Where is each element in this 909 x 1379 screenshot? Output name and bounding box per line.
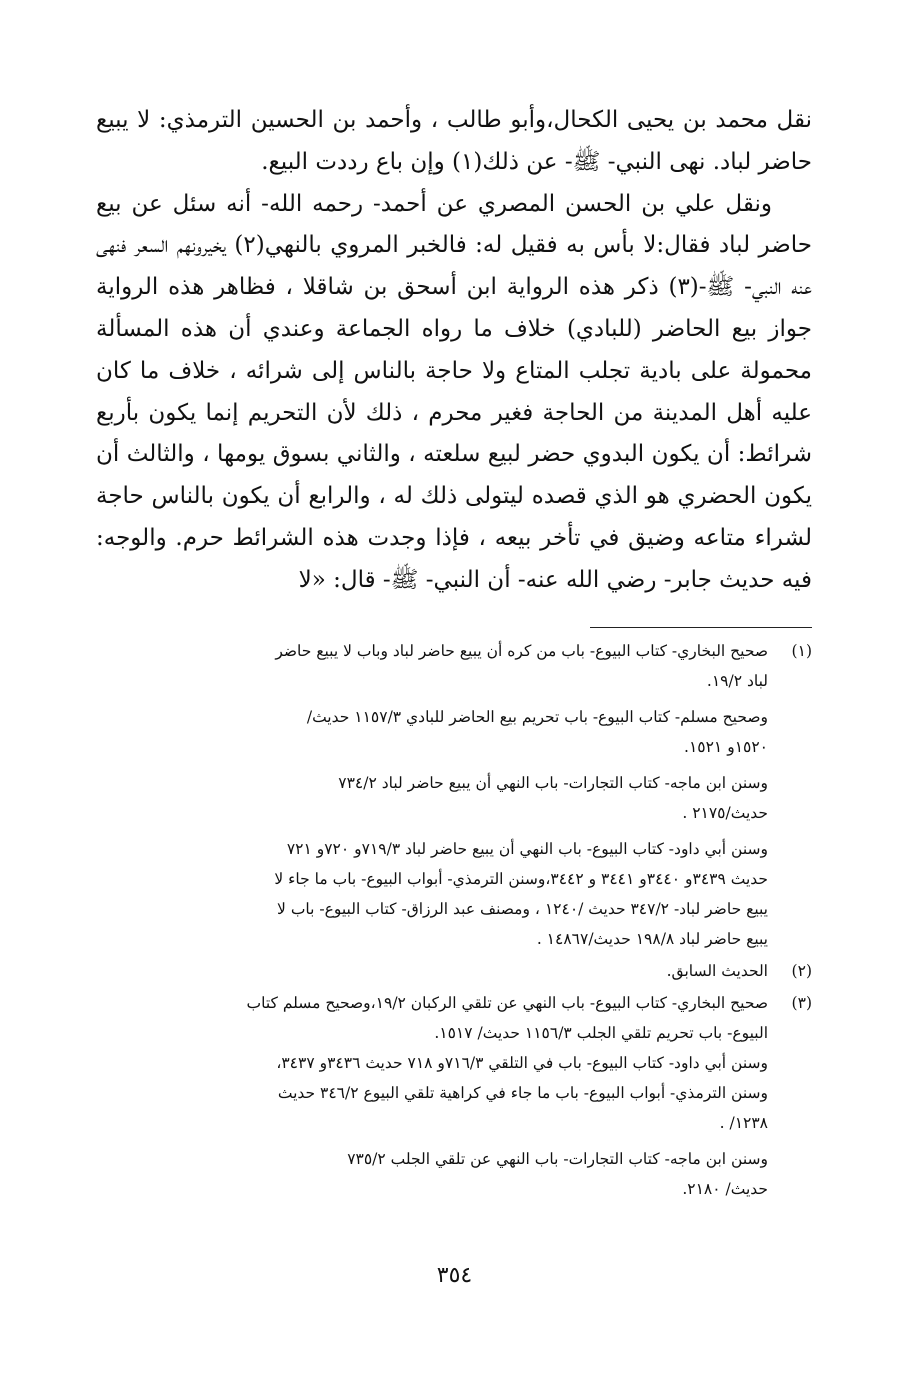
footnote-line: حديث ٣٤٣٩و ٣٤٤٠و ٣٤٤١ و ٣٤٤٢،وسنن الترمذي- أبواب البيوع- باب ما جاء لا bbox=[274, 870, 768, 888]
footnote-entry bbox=[96, 1048, 768, 1138]
paragraph: ونقل علي بن الحسن المصري عن أحمد- رحمه الله- أنه سئل عن بيع حاضر لباد فقال:لا بأس به فقيل له: فالخبر المروي بالنهي(٢) يخيرونهم السعر فنهى عنه النبي- ﷺ-(٣) ذكر هذه الرواية ابن أسحق بن شاقلا ، فظاهر هذه الرواية جواز بيع الحاضر (للبادي) خلاف ما رواه الجماعة وعندي أن هذه المسألة محمولة على بادية تجلب المتاع ولا حاجة بالناس إلى شرائه ، خلاف ما كان عليه أهل المدينة من الحاجة فغير محرم ، ذلك لأن التحريم إنما يكون بأربع شرائط: أن يكون البدوي حضر لبيع سلعته ، والثاني بسوق يومها ، والثالث أن يكون الحضري هو الذي قصده ليتولى ذلك له ، والرابع أن يكون بالناس حاجة لشراء متاعه وضيق في تأخر بيعه ، فإذا وجدت هذه الشرائط حرم. والوجه: فيه حديث جابر- رضي الله عنه- أن النبي- ﷺ- قال: «لا bbox=[96, 190, 812, 593]
footnote-line: صحيح البخاري- كتاب البيوع- باب من كره أن يبيع حاضر لباد وباب لا يبيع حاضر bbox=[275, 642, 768, 660]
footnote-separator bbox=[590, 627, 812, 628]
footnote-entry bbox=[96, 956, 768, 986]
footnote-line: الحديث السابق. bbox=[666, 962, 768, 980]
main-text bbox=[96, 100, 812, 602]
footnote-line: وسنن أبي داود- كتاب البيوع- باب في التلقي ٧١٦/٣و ٧١٨ حديث ٣٤٣٦و ٣٤٣٧، bbox=[276, 1054, 768, 1072]
footnote-entry bbox=[96, 834, 768, 954]
footnote-entry bbox=[96, 702, 768, 762]
footnote-line: ١٢٣٨/ . bbox=[719, 1114, 768, 1132]
paragraph: نقل محمد بن يحيى الكحال،وأبو طالب ، وأحمد بن الحسين الترمذي: لا يبيع حاضر لباد. نهى النبي- ﷺ- عن ذلك(١) وإن باع رددت البيع. bbox=[96, 107, 812, 175]
footnote-line: صحيح البخاري- كتاب البيوع- باب النهي عن تلقي الركبان ١٩/٢،وصحيح مسلم كتاب bbox=[246, 994, 768, 1012]
footnote-entry bbox=[96, 988, 768, 1048]
footnote-line: يبيع حاضر لباد- ٣٤٧/٢ حديث /١٢٤٠ ، ومصنف عبد الرزاق- كتاب البيوع- باب لا bbox=[277, 900, 768, 918]
footnote-number: (٢) bbox=[791, 962, 812, 980]
footnote-line: يبيع حاضر لباد ١٩٨/٨ حديث/١٤٨٦٧ . bbox=[536, 930, 768, 948]
footnote bbox=[96, 988, 812, 1204]
footnote-line: وسنن أبي داود- كتاب البيوع- باب النهي أن يبيع حاضر لباد ٧١٩/٣و ٧٢٠و ٧٢١ bbox=[286, 840, 768, 858]
footnote-number: (٣) bbox=[791, 994, 812, 1012]
footnote-line: حديث/٢١٧٥ . bbox=[682, 804, 768, 822]
footnotes bbox=[96, 636, 812, 1206]
page-number: ٣٥٤ bbox=[436, 1263, 473, 1288]
footnote-number: (١) bbox=[791, 642, 812, 660]
footnote-line: البيوع- باب تحريم تلقي الجلب ١١٥٦/٣ حديث/ ١٥١٧. bbox=[434, 1024, 768, 1042]
footnote-line: ١٥٢٠و ١٥٢١. bbox=[684, 738, 768, 756]
footnote-entry bbox=[96, 1144, 768, 1204]
footnote-entry bbox=[96, 636, 768, 696]
footnote bbox=[96, 636, 812, 954]
footnote-line: وصحيح مسلم- كتاب البيوع- باب تحريم بيع الحاضر للبادي ١١٥٧/٣ حديث/ bbox=[306, 708, 768, 726]
footnote-line: وسنن ابن ماجه- كتاب التجارات- باب النهي عن تلقي الجلب ٧٣٥/٢ bbox=[347, 1150, 768, 1168]
footnote-line: حديث/ ٢١٨٠. bbox=[682, 1180, 768, 1198]
footnote bbox=[96, 956, 812, 986]
footnote-line: وسنن ابن ماجه- كتاب التجارات- باب النهي أن يبيع حاضر لباد ٧٣٤/٢ bbox=[338, 774, 768, 792]
footnote-line: وسنن الترمذي- أبواب البيوع- باب ما جاء في كراهية تلقي البيوع ٣٤٦/٢ حديث bbox=[277, 1084, 768, 1102]
footnote-line: لباد ١٩/٢. bbox=[706, 672, 768, 690]
footnote-entry bbox=[96, 768, 768, 828]
